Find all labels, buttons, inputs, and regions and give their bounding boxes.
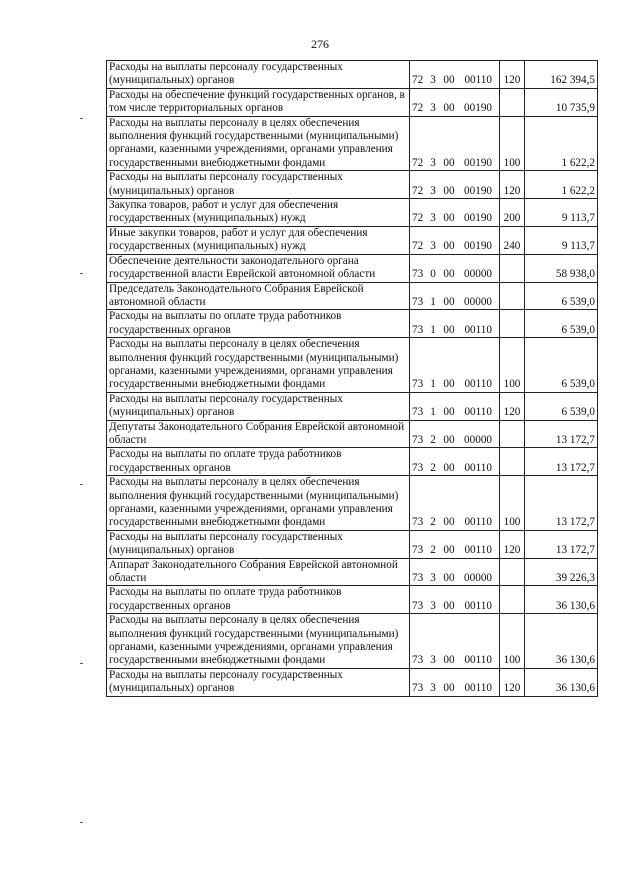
- row-target-code: [410, 338, 500, 393]
- row-description: Расходы на выплаты по оплате труда работников государственных органов: [107, 586, 410, 614]
- row-description: Расходы на выплаты персоналу в целях обеспечения выполнения функций государственными (муниципальными) органами, казенными учреждениями, органами управления государственными внебюджетными фондами: [107, 116, 410, 171]
- code-part: 00110: [464, 516, 492, 529]
- row-description: Расходы на выплаты персоналу в целях обеспечения выполнения функций государственными (муниципальными) органами, казенными учреждениями, органами управления государственными внебюджетными фондами: [107, 338, 410, 393]
- code-part: 00000: [464, 572, 492, 585]
- row-expense-type: 100: [500, 116, 525, 171]
- row-expense-type: [500, 254, 525, 282]
- code-part: 00110: [464, 654, 492, 667]
- row-amount: 6 539,0: [525, 338, 598, 393]
- row-amount: 6 539,0: [525, 282, 598, 310]
- code-part: 00110: [464, 544, 492, 557]
- code-part: 3: [430, 74, 436, 87]
- code-part: 73: [412, 433, 424, 446]
- code-part: 00: [443, 572, 455, 585]
- code-part: 00: [443, 682, 455, 695]
- code-part: 00: [443, 268, 455, 281]
- code-part: 00: [443, 295, 455, 308]
- row-expense-type: [500, 586, 525, 614]
- margin-mark: [80, 273, 83, 274]
- code-part: 00110: [464, 323, 492, 336]
- table-row: [107, 668, 598, 696]
- row-description: Закупка товаров, работ и услуг для обеспечения государственных (муниципальных) нужд: [107, 199, 410, 227]
- row-expense-type: 120: [500, 530, 525, 558]
- row-expense-type: [500, 448, 525, 476]
- code-part: 3: [430, 654, 436, 667]
- row-expense-type: 120: [500, 392, 525, 420]
- row-expense-type: [500, 310, 525, 338]
- table-row: [107, 530, 598, 558]
- code-part: 3: [430, 682, 436, 695]
- code-part: 73: [412, 572, 424, 585]
- code-part: 1: [430, 378, 436, 391]
- code-part: 73: [412, 378, 424, 391]
- row-target-code: [410, 282, 500, 310]
- code-part: 00000: [464, 433, 492, 446]
- row-expense-type: 200: [500, 199, 525, 227]
- row-expense-type: 120: [500, 171, 525, 199]
- code-part: 00: [443, 461, 455, 474]
- code-part: 2: [430, 433, 436, 446]
- code-part: 1: [430, 406, 436, 419]
- code-part: 00110: [464, 461, 492, 474]
- code-part: 3: [430, 156, 436, 169]
- code-part: 73: [412, 295, 424, 308]
- row-target-code: [410, 254, 500, 282]
- code-part: 00110: [464, 682, 492, 695]
- code-part: 72: [412, 240, 424, 253]
- budget-table: [106, 60, 598, 697]
- code-part: 3: [430, 212, 436, 225]
- row-expense-type: [500, 420, 525, 448]
- row-expense-type: [500, 88, 525, 116]
- row-amount: 10 735,9: [525, 88, 598, 116]
- row-amount: 6 539,0: [525, 392, 598, 420]
- row-target-code: [410, 310, 500, 338]
- row-amount: 36 130,6: [525, 614, 598, 669]
- code-part: 1: [430, 323, 436, 336]
- code-part: 00: [443, 378, 455, 391]
- row-amount: 58 938,0: [525, 254, 598, 282]
- row-description: Депутаты Законодательного Собрания Еврейской автономной области: [107, 420, 410, 448]
- row-amount: 6 539,0: [525, 310, 598, 338]
- row-description: Расходы на обеспечение функций государственных органов, в том числе территориальных органов: [107, 88, 410, 116]
- code-part: 00190: [464, 102, 492, 115]
- code-part: 00110: [464, 74, 492, 87]
- table-row: [107, 226, 598, 254]
- code-part: 00: [443, 433, 455, 446]
- code-part: 72: [412, 102, 424, 115]
- margin-mark: [80, 484, 83, 485]
- code-part: 1: [430, 295, 436, 308]
- code-part: 00: [443, 240, 455, 253]
- row-target-code: [410, 61, 500, 89]
- code-part: 00110: [464, 378, 492, 391]
- row-target-code: [410, 448, 500, 476]
- code-part: 00110: [464, 599, 492, 612]
- row-expense-type: 100: [500, 614, 525, 669]
- table-row: [107, 254, 598, 282]
- row-description: Аппарат Законодательного Собрания Еврейской автономной области: [107, 558, 410, 586]
- code-part: 73: [412, 599, 424, 612]
- code-part: 2: [430, 461, 436, 474]
- table-row: [107, 448, 598, 476]
- code-part: 00: [443, 102, 455, 115]
- row-target-code: [410, 476, 500, 531]
- code-part: 00: [443, 184, 455, 197]
- code-part: 72: [412, 74, 424, 87]
- code-part: 2: [430, 516, 436, 529]
- row-expense-type: [500, 282, 525, 310]
- row-target-code: [410, 88, 500, 116]
- row-description: Расходы на выплаты персоналу государственных (муниципальных) органов: [107, 668, 410, 696]
- code-part: 00190: [464, 212, 492, 225]
- row-target-code: [410, 530, 500, 558]
- code-part: 00: [443, 74, 455, 87]
- row-amount: 13 172,7: [525, 476, 598, 531]
- code-part: 00190: [464, 184, 492, 197]
- row-target-code: [410, 558, 500, 586]
- code-part: 2: [430, 544, 436, 557]
- code-part: 3: [430, 572, 436, 585]
- table-row: [107, 338, 598, 393]
- row-target-code: [410, 226, 500, 254]
- row-expense-type: 240: [500, 226, 525, 254]
- row-amount: 1 622,2: [525, 116, 598, 171]
- row-amount: 1 622,2: [525, 171, 598, 199]
- row-amount: 36 130,6: [525, 586, 598, 614]
- row-description: Председатель Законодательного Собрания Еврейской автономной области: [107, 282, 410, 310]
- code-part: 00000: [464, 295, 492, 308]
- row-description: Расходы на выплаты персоналу государственных (муниципальных) органов: [107, 530, 410, 558]
- row-target-code: [410, 116, 500, 171]
- table-row: [107, 558, 598, 586]
- row-expense-type: 120: [500, 668, 525, 696]
- code-part: 73: [412, 461, 424, 474]
- table-row: [107, 61, 598, 89]
- row-amount: 9 113,7: [525, 199, 598, 227]
- row-expense-type: 100: [500, 476, 525, 531]
- margin-mark: [80, 822, 83, 823]
- row-amount: 9 113,7: [525, 226, 598, 254]
- code-part: 72: [412, 156, 424, 169]
- row-amount: 162 394,5: [525, 61, 598, 89]
- budget-table-body: [107, 61, 598, 697]
- row-description: Расходы на выплаты персоналу государственных (муниципальных) органов: [107, 61, 410, 89]
- code-part: 00: [443, 544, 455, 557]
- table-row: [107, 171, 598, 199]
- code-part: 3: [430, 102, 436, 115]
- row-target-code: [410, 420, 500, 448]
- code-part: 73: [412, 544, 424, 557]
- table-row: [107, 476, 598, 531]
- code-part: 3: [430, 599, 436, 612]
- code-part: 73: [412, 682, 424, 695]
- row-description: Иные закупки товаров, работ и услуг для обеспечения государственных (муниципальных) нужд: [107, 226, 410, 254]
- code-part: 3: [430, 184, 436, 197]
- row-expense-type: 120: [500, 61, 525, 89]
- row-description: Расходы на выплаты по оплате труда работников государственных органов: [107, 448, 410, 476]
- row-amount: 13 172,7: [525, 448, 598, 476]
- table-row: [107, 199, 598, 227]
- margin-mark: [80, 663, 83, 664]
- code-part: 0: [430, 268, 436, 281]
- code-part: 00: [443, 212, 455, 225]
- margin-mark: [80, 118, 83, 119]
- row-amount: 13 172,7: [525, 420, 598, 448]
- code-part: 00: [443, 654, 455, 667]
- code-part: 73: [412, 323, 424, 336]
- table-row: [107, 392, 598, 420]
- code-part: 00190: [464, 156, 492, 169]
- code-part: 73: [412, 406, 424, 419]
- table-row: [107, 88, 598, 116]
- code-part: 73: [412, 654, 424, 667]
- row-target-code: [410, 614, 500, 669]
- table-row: [107, 420, 598, 448]
- row-description: Расходы на выплаты персоналу государственных (муниципальных) органов: [107, 392, 410, 420]
- code-part: 00000: [464, 268, 492, 281]
- code-part: 00: [443, 323, 455, 336]
- row-description: Расходы на выплаты по оплате труда работников государственных органов: [107, 310, 410, 338]
- row-target-code: [410, 392, 500, 420]
- code-part: 72: [412, 184, 424, 197]
- code-part: 00: [443, 406, 455, 419]
- code-part: 00190: [464, 240, 492, 253]
- row-expense-type: [500, 558, 525, 586]
- table-row: [107, 116, 598, 171]
- row-description: Расходы на выплаты персоналу государственных (муниципальных) органов: [107, 171, 410, 199]
- row-amount: 39 226,3: [525, 558, 598, 586]
- table-row: [107, 282, 598, 310]
- row-target-code: [410, 668, 500, 696]
- code-part: 00: [443, 599, 455, 612]
- code-part: 3: [430, 240, 436, 253]
- code-part: 73: [412, 516, 424, 529]
- row-description: Расходы на выплаты персоналу в целях обеспечения выполнения функций государственными (муниципальными) органами, казенными учреждениями, органами управления государственными внебюджетными фондами: [107, 614, 410, 669]
- code-part: 00: [443, 516, 455, 529]
- row-target-code: [410, 586, 500, 614]
- code-part: 00: [443, 156, 455, 169]
- row-amount: 36 130,6: [525, 668, 598, 696]
- table-row: [107, 586, 598, 614]
- code-part: 73: [412, 268, 424, 281]
- code-part: 72: [412, 212, 424, 225]
- code-part: 00110: [464, 406, 492, 419]
- page-number: 276: [311, 37, 329, 51]
- table-row: [107, 310, 598, 338]
- table-row: [107, 614, 598, 669]
- row-target-code: [410, 171, 500, 199]
- row-expense-type: 100: [500, 338, 525, 393]
- row-description: Обеспечение деятельности законодательного органа государственной власти Еврейской автономной области: [107, 254, 410, 282]
- row-amount: 13 172,7: [525, 530, 598, 558]
- row-target-code: [410, 199, 500, 227]
- row-description: Расходы на выплаты персоналу в целях обеспечения выполнения функций государственными (муниципальными) органами, казенными учреждениями, органами управления государственными внебюджетными фондами: [107, 476, 410, 531]
